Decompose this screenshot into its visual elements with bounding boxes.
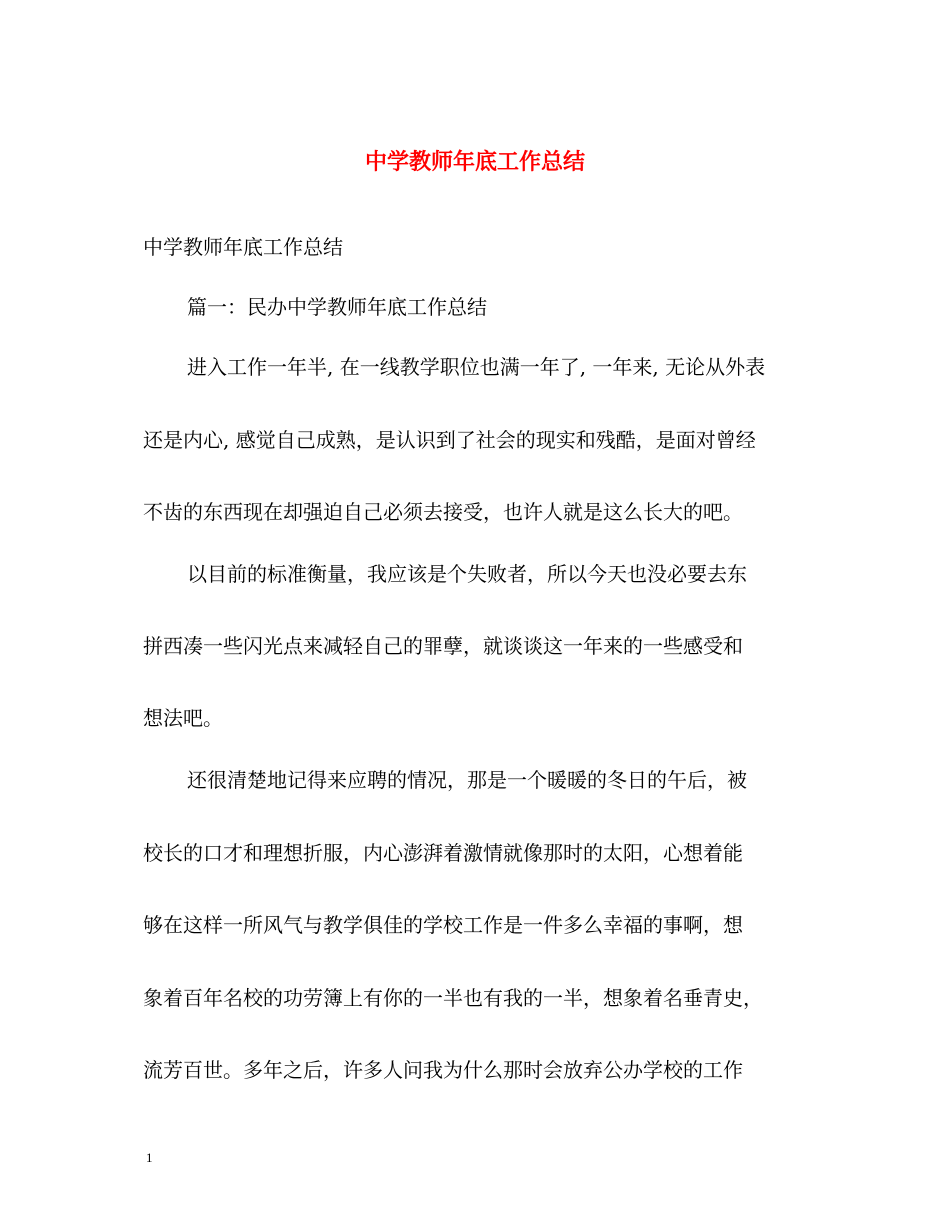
paragraph-line: 不齿的东西现在却强迫自己必须去接受，也许人就是这么长大的吧。: [143, 500, 743, 524]
paragraph-line: 想法吧。: [143, 706, 223, 730]
document-title: 中学教师年底工作总结: [364, 149, 585, 175]
paragraph-line: 以目前的标准衡量，我应该是个失败者，所以今天也没必要去东: [187, 562, 747, 586]
paragraph-line: 还很清楚地记得来应聘的情况，那是一个暖暖的冬日的午后，被: [187, 768, 747, 792]
page-number: 1: [146, 1150, 153, 1165]
document-subtitle: 中学教师年底工作总结: [143, 235, 343, 259]
paragraph-line: 还是内心, 感觉自己成熟，是认识到了社会的现实和残酷，是面对曾经: [143, 428, 756, 452]
paragraph-line: 象着百年名校的功劳簿上有你的一半也有我的一半，想象着名垂青史，: [143, 986, 763, 1010]
paragraph-line: 进入工作一年半, 在一线教学职位也满一年了, 一年来, 无论从外表: [187, 355, 766, 379]
paragraph-line: 流芳百世。多年之后，许多人问我为什么那时会放弃公办学校的工作: [143, 1058, 743, 1082]
paragraph-line: 校长的口才和理想折服，内心澎湃着激情就像那时的太阳，心想着能: [143, 841, 743, 865]
section-heading: 篇一：民办中学教师年底工作总结: [187, 295, 487, 319]
paragraph-line: 够在这样一所风气与教学俱佳的学校工作是一件多么幸福的事啊，想: [143, 913, 743, 937]
paragraph-line: 拼西凑一些闪光点来减轻自己的罪孽，就谈谈这一年来的一些感受和: [143, 634, 743, 658]
